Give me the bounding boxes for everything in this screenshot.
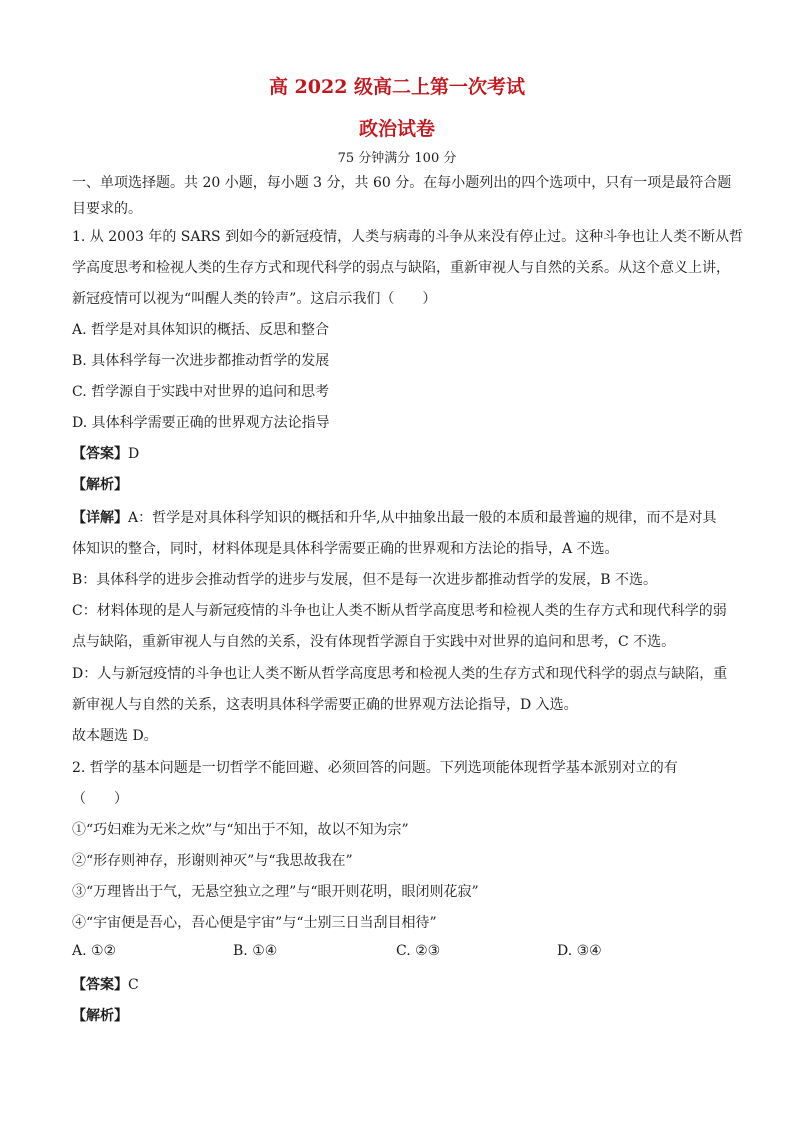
q1-detail-line-2: 体知识的整合，同时，材料体现是具体科学需要正确的世界观和方法论的指导，A 不选。 — [72, 541, 619, 557]
q1-detail-line-3: B：具体科学的进步会推动哲学的进步与发展，但不是每一次进步都推动哲学的发展，B 不选。 — [72, 572, 658, 588]
q1-stem-line-2: 学高度思考和检视人类的生存方式和现代科学的弱点与缺陷，重新审视人与自然的关系。从这个意义上讲， — [72, 260, 730, 276]
exam-subject: 政治试卷 — [358, 118, 435, 140]
q1-stem-line-3: 新冠疫情可以视为“叫醒人类的铃声”。这启示我们（ ） — [72, 291, 437, 307]
q2-choice-d: D. ③④ — [557, 943, 602, 959]
q1-stem-line-1: 1. 从 2003 年的 SARS 到如今的新冠疫情，人类与病毒的斗争从来没有停止过。这种斗争也让人类不断从哲 — [72, 229, 744, 245]
q2-choice-b: B. ①④ — [233, 943, 278, 959]
q1-detail-line-1 — [72, 507, 717, 527]
q1-option-d: D. 具体科学需要正确的世界观方法论指导 — [72, 415, 330, 431]
q2-item-3: ③“万理皆出于气，无悬空独立之理”与“眼开则花明，眼闭则花寂” — [72, 884, 479, 900]
q2-answer-value: C — [128, 977, 139, 993]
section-intro-line-1: 一、单项选择题。共 20 小题，每小题 3 分，共 60 分。在每小题列出的四个选项中，只有一项是最符合题 — [72, 175, 732, 191]
q2-item-2: ②“形存则神存，形谢则神灭”与“我思故我在” — [72, 853, 353, 869]
exam-meta: 75 分钟满分 100 分 — [337, 151, 457, 166]
section-intro-line-2: 目要求的。 — [72, 201, 142, 217]
q2-answer — [72, 974, 139, 994]
q2-stem-line-2: （ ） — [72, 791, 128, 807]
q1-detail-line-6: D：人与新冠疫情的斗争也让人类不断从哲学高度思考和检视人类的生存方式和现代科学的弱点与缺陷，重 — [72, 666, 728, 682]
q1-detail-line-4: C：材料体现的是人与新冠疫情的斗争也让人类不断从哲学高度思考和检视人类的生存方式和现代科学的弱 — [72, 603, 727, 619]
q1-detail-line-8: 故本题选 D。 — [72, 728, 158, 744]
q2-stem-line-1: 2. 哲学的基本问题是一切哲学不能回避、必须回答的问题。下列选项能体现哲学基本派别对立的有 — [72, 760, 678, 776]
q1-option-b: B. 具体科学每一次进步都推动哲学的发展 — [72, 353, 330, 369]
q1-detail-text-1: A：哲学是对具体科学知识的概括和升华,从中抽象出最一般的本质和最普遍的规律，而不是对具 — [128, 510, 717, 526]
q1-answer-tag: 【答案】 — [72, 446, 128, 462]
q2-choice-c: C. ②③ — [396, 943, 441, 959]
q2-item-1: ①“巧妇难为无米之炊”与“知出于不知，故以不知为宗” — [72, 822, 409, 838]
exam-title: 高 2022 级高二上第一次考试 — [268, 76, 526, 98]
q2-item-4: ④“宇宙便是吾心，吾心便是宇宙”与“士别三日当刮目相待” — [72, 915, 437, 931]
q2-choice-a: A. ①② — [72, 943, 117, 959]
q1-analysis-tag: 【解析】 — [72, 477, 128, 493]
q1-option-a: A. 哲学是对具体知识的概括、反思和整合 — [72, 322, 330, 338]
q1-option-c: C. 哲学源自于实践中对世界的追问和思考 — [72, 384, 330, 400]
q2-answer-tag: 【答案】 — [72, 977, 128, 993]
q1-answer-value: D — [128, 446, 140, 462]
q1-detail-line-7: 新审视人与自然的关系，这表明具体科学需要正确的世界观方法论指导，D 入选。 — [72, 697, 578, 713]
q1-detail-tag: 【详解】 — [72, 510, 128, 526]
q1-detail-line-5: 点与缺陷，重新审视人与自然的关系，没有体现哲学源自于实践中对世界的追问和思考，C 不选。 — [72, 634, 676, 650]
q2-analysis-tag: 【解析】 — [72, 1008, 128, 1024]
q1-answer — [72, 443, 139, 463]
